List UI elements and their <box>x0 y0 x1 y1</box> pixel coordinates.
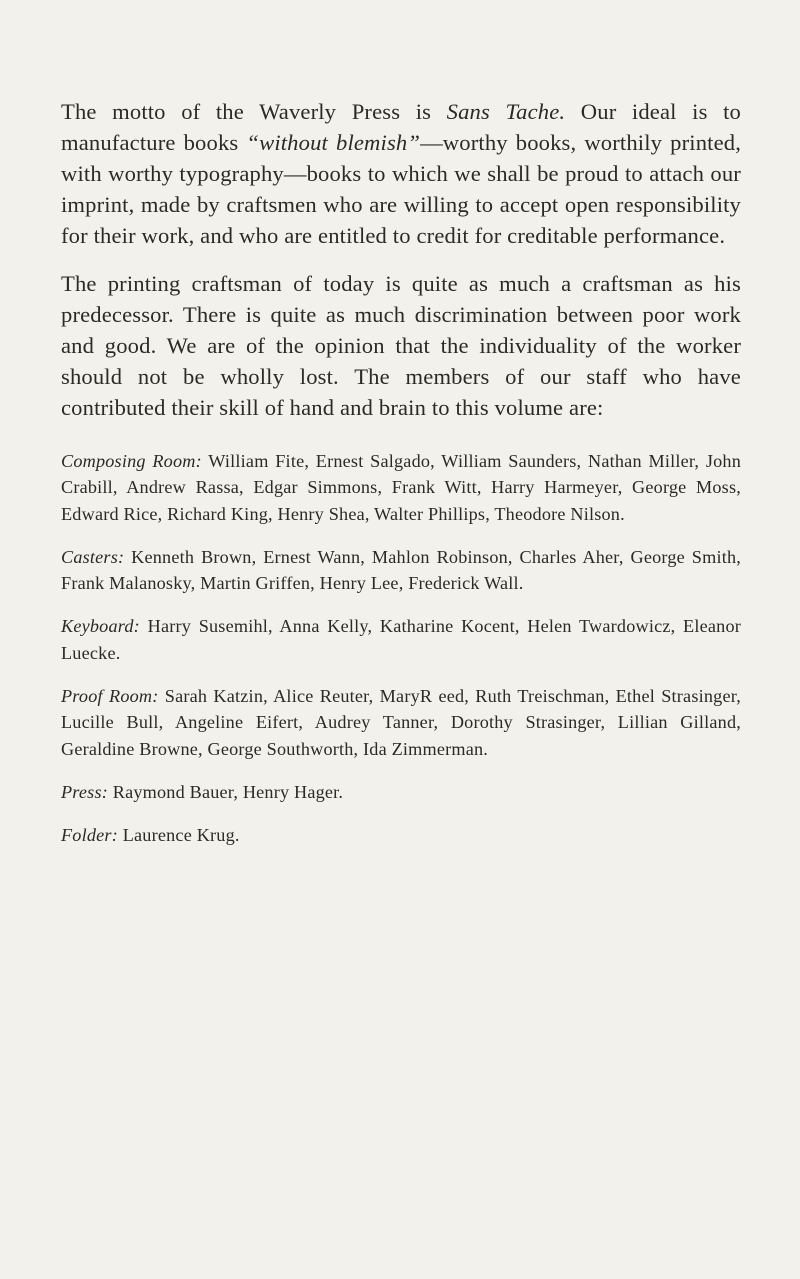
motto-text-mid: Our ideal is to manufacture books <box>61 99 741 155</box>
staff-names: Kenneth Brown, Ernest Wann, Mahlon Robinson, Charles Aher, George Smith, Frank Malanosky, Martin Griffen, Henry Lee, Frederick Wall. <box>61 546 741 594</box>
staff-label: Folder: <box>61 825 118 846</box>
staff-names: Laurence Krug. <box>122 825 240 846</box>
staff-entry-casters <box>61 544 741 597</box>
staff-names: Raymond Bauer, Henry Hager. <box>112 781 344 802</box>
document-page <box>61 96 741 866</box>
staff-label: Composing Room: <box>61 451 202 471</box>
intro-paragraph-motto <box>61 96 741 251</box>
staff-names: Sarah Katzin, Alice Reuter, MaryR eed, Ruth Treischman, Ethel Strasinger, Lucille Bull, Angeline Eifert, Audrey Tanner, Dorothy Strasinger, Lillian Gilland, Geraldine Browne, George Southworth, Ida Zimmerman. <box>61 686 741 759</box>
staff-names: William Fite, Ernest Salgado, William Saunders, Nathan Miller, John Crabill, Andrew Rassa, Edgar Simmons, Frank Witt, Harry Harmeyer, George Moss, Edward Rice, Richard King, Henry Shea, Walter Phillips, Theodore Nilson. <box>61 451 741 524</box>
staff-label: Press: <box>61 781 108 802</box>
staff-label: Keyboard: <box>61 616 140 637</box>
motto-quote: “without blemish” <box>246 130 421 155</box>
motto-text-after: —worthy books, worthily printed, with worthy typography—books to which we shall be proud to attach our imprint, made by craftsmen who are willing to accept open responsibility for their work, and who are entitled to credit for creditable performance. <box>61 130 741 248</box>
staff-label: Casters: <box>61 546 125 567</box>
motto-phrase: Sans Tache. <box>446 99 566 124</box>
staff-names: Harry Susemihl, Anna Kelly, Katharine Kocent, Helen Twardowicz, Eleanor Luecke. <box>61 616 742 663</box>
staff-entry-folder <box>61 822 741 848</box>
staff-entry-press <box>61 779 741 805</box>
motto-text-before: The motto of the Waverly Press is <box>61 99 447 124</box>
staff-label: Proof Room: <box>61 686 159 707</box>
intro-paragraph-craftsmen: The printing craftsman of today is quite as much a craftsman as his predecessor. There is quite as much discrimination between poor work and good. We are of the opinion that the individuality of the worker should not be wholly lost. The members of our staff who have contributed their skill of hand and brain to this volume are: <box>61 271 741 420</box>
staff-entry-proof-room <box>61 683 741 762</box>
staff-entry-keyboard <box>61 613 741 666</box>
staff-entry-composing-room <box>61 448 741 527</box>
